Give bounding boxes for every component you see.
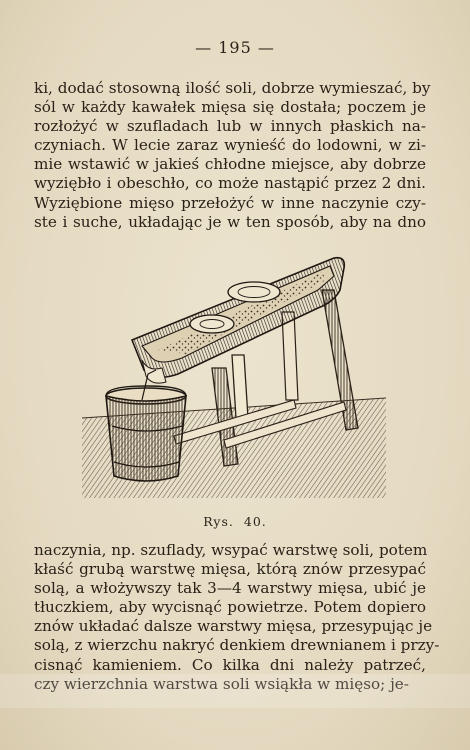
text-line: Wyziębione mięso przełożyć w inne naczynie czy- [34,193,426,212]
text-line: rozłożyć w szufladach lub w innych płaskich na- [34,117,426,136]
text-line: cisnąć kamieniem. Co kilka dni należy patrzeć, [34,655,426,674]
text-line: ste i suche, układając je w ten sposób, aby na dno [34,212,426,231]
caption-number: 40. [243,514,267,529]
text-line: mie wstawić w jakieś chłodne miejsce, aby dobrze [34,155,426,174]
text-line: znów układać dalsze warstwy mięsa, przesypując je [34,617,433,636]
text-line: ki, dodać stosowną ilość soli, dobrze wymieszać, by [34,79,431,97]
text-line: czyniach. W lecie zaraz wynieść do lodowni, w zi- [34,136,426,155]
text-line: solą, a włożywszy tak 3—4 warstwy mięsa, ubić je [34,579,426,598]
text-line: kłaść grubą warstwę mięsa, którą znów przesypać [34,560,426,579]
text-line: tłuczkiem, aby wycisnąć powietrze. Potem dopiero [34,598,426,617]
bucket [106,370,186,481]
engraving-salting-trough [82,250,386,498]
page-number: — 195 — [195,38,275,57]
paragraph-bottom [34,541,440,694]
text-line: sól w każdy kawałek mięsa się dostała; poczem je [34,98,426,117]
caption-label: Rys. [203,514,234,529]
text-line: naczynia, np. szuflady, wsypać warstwę soli, potem [34,541,428,559]
text-line: czy wierzchnia warstwa soli wsiąkła w mięso; je- [34,674,409,693]
text-line: wyziębło i obeschło, co może nastąpić przez 2 dni. [34,174,426,193]
figure-caption [0,514,470,529]
paragraph-top [34,79,431,232]
text-line: solą, z wierzchu nakryć denkiem drewnianem i przy- [34,636,440,655]
